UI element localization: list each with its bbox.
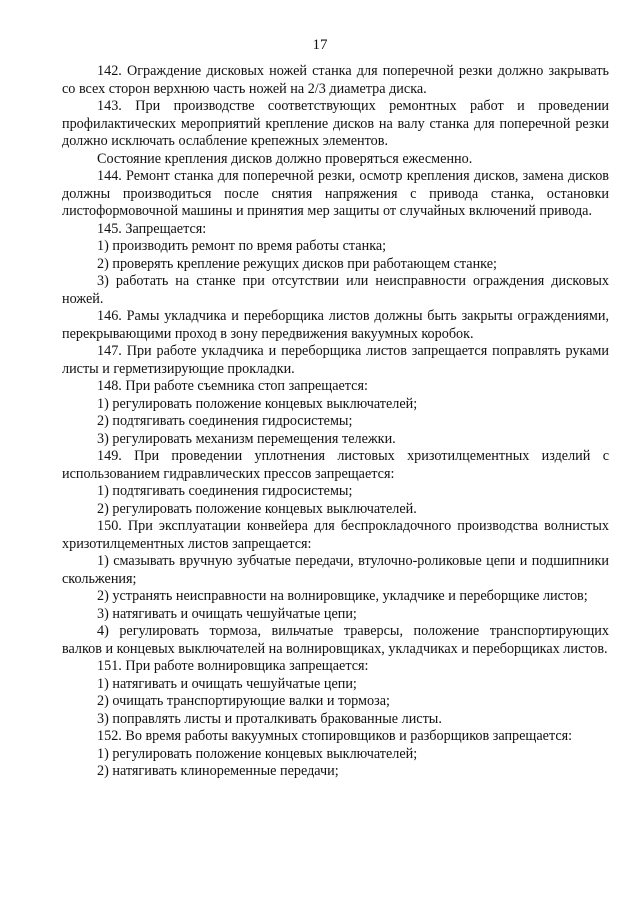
paragraph: 152. Во время работы вакуумных стопировщиков и разборщиков запрещается: xyxy=(97,728,573,744)
list-item: 3) регулировать механизм перемещения тележки. xyxy=(97,430,396,447)
list-item: 3) работать на станке при отсутствии или неисправности ограждения дисковых ножей. xyxy=(62,273,609,307)
paragraph: 145. Запрещается: xyxy=(97,220,207,237)
list-item: 1) регулировать положение концевых выключателей; xyxy=(97,745,418,762)
paragraph: 144. Ремонт станка для поперечной резки, осмотр крепления дисков, замена дисков должны производиться после снятия напряжения с привода станка, остановки листоформовочной машины и принятия мер защиты от случайных включений привода. xyxy=(62,168,609,219)
list-item: 1) подтягивать соединения гидросистемы; xyxy=(97,483,353,499)
list-item: 4) регулировать тормоза, вильчатые траверсы, положение транспортирующих валков и концевых выключателей на волнировщиках, укладчиках и переборщиках листов. xyxy=(62,623,609,657)
page-number: 17 xyxy=(312,37,328,53)
paragraph: 143. При производстве соответствующих ремонтных работ и проведении профилактических мероприятий крепление дисков на валу станка для поперечной резки должно исключать ослабление крепежных элементов. xyxy=(62,98,609,149)
paragraph: 146. Рамы укладчика и переборщика листов должны быть закрыты ограждениями, перекрывающими проход в зону передвижения вакуумных коробок. xyxy=(62,308,609,342)
list-item: 2) регулировать положение концевых выключателей. xyxy=(97,500,417,517)
list-item: 2) очищать транспортирующие валки и тормоза; xyxy=(97,693,390,709)
paragraph: 148. При работе съемника стоп запрещается: xyxy=(97,378,368,394)
document-body xyxy=(62,63,609,781)
list-item: 1) производить ремонт по время работы станка; xyxy=(97,238,387,254)
list-item: 2) натягивать клиноременные передачи; xyxy=(97,763,339,779)
paragraph: Состояние крепления дисков должно проверяться ежесменно. xyxy=(97,150,473,167)
list-item: 1) смазывать вручную зубчатые передачи, втулочно-роликовые цепи и подшипники скольжения; xyxy=(62,553,609,587)
paragraph: 151. При работе волнировщика запрещается: xyxy=(97,658,369,674)
list-item: 2) проверять крепление режущих дисков при работающем станке; xyxy=(97,255,497,272)
list-item: 2) устранять неисправности на волнировщике, укладчике и переборщике листов; xyxy=(97,588,588,604)
list-item: 1) натягивать и очищать чешуйчатые цепи; xyxy=(97,675,357,692)
paragraph: 149. При проведении уплотнения листовых хризотилцементных изделий с использованием гидравлических прессов запрещается: xyxy=(62,448,609,482)
list-item: 2) подтягивать соединения гидросистемы; xyxy=(97,413,353,429)
paragraph: 142. Ограждение дисковых ножей станка для поперечной резки должно закрывать со всех сторон верхнюю часть ножей на 2/3 диаметра диска. xyxy=(62,63,609,97)
paragraph: 147. При работе укладчика и переборщика листов запрещается поправлять руками листы и герметизирующие прокладки. xyxy=(62,343,609,377)
list-item: 1) регулировать положение концевых выключателей; xyxy=(97,395,418,412)
paragraph: 150. При эксплуатации конвейера для беспрокладочного производства волнистых хризотилцементных листов запрещается: xyxy=(62,518,609,552)
list-item: 3) натягивать и очищать чешуйчатые цепи; xyxy=(97,605,357,622)
list-item: 3) поправлять листы и проталкивать бракованные листы. xyxy=(97,710,442,727)
